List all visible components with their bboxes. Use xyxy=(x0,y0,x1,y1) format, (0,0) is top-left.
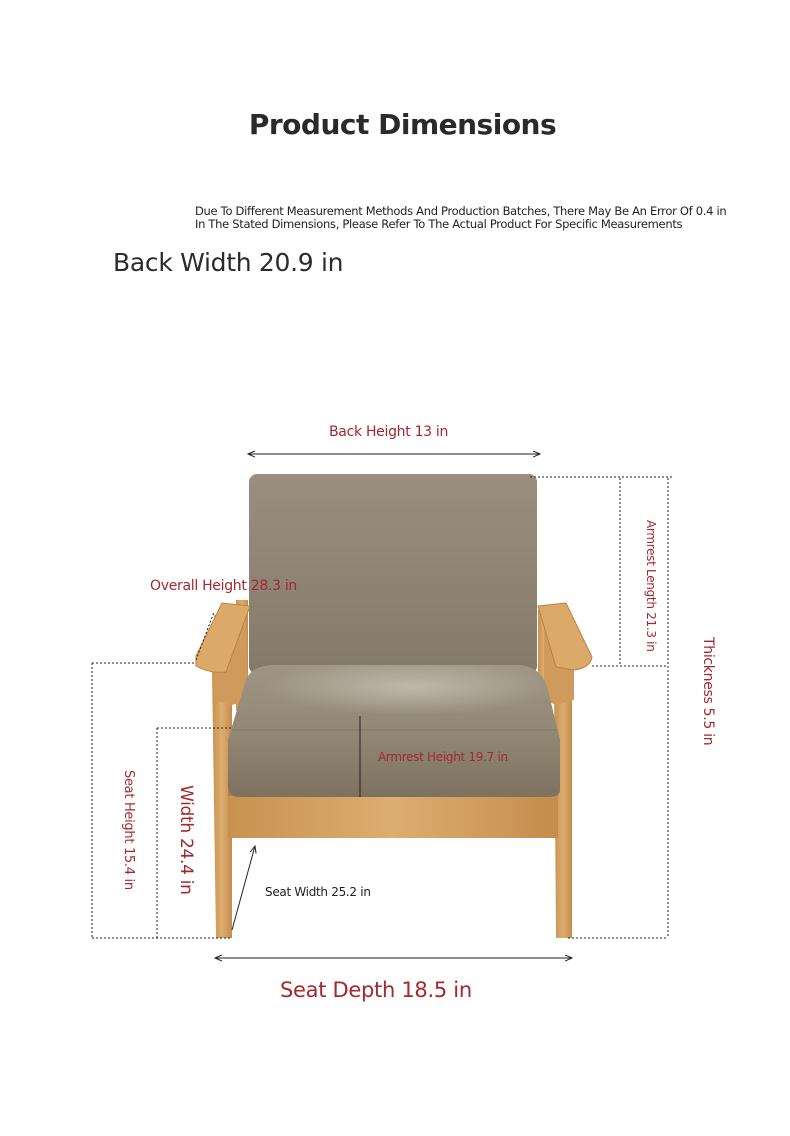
width-label: Width 24.4 in xyxy=(176,785,196,895)
overall-height-label: Overall Height 28.3 in xyxy=(150,578,297,594)
back-width-label: Back Width 20.9 in xyxy=(113,248,344,277)
note-line-1: Due To Different Measurement Methods And Production Batches, There May Be An Error Of 0.4 in xyxy=(195,204,727,218)
seat-cushion xyxy=(228,665,560,797)
seat-width-label: Seat Width 25.2 in xyxy=(265,885,371,899)
seat-height-label: Seat Height 15.4 in xyxy=(121,770,136,890)
thickness-label: Thickness 5.5 in xyxy=(700,637,716,746)
armrest-height-label: Armrest Height 19.7 in xyxy=(378,750,508,764)
page-title: Product Dimensions xyxy=(248,108,557,141)
seat-depth-label: Seat Depth 18.5 in xyxy=(280,978,472,1002)
note-line-2: In The Stated Dimensions, Please Refer To The Actual Product For Specific Measurements xyxy=(195,217,683,231)
armrest-length-label: Armrest Length 21.3 in xyxy=(644,520,658,652)
back-height-label: Back Height 13 in xyxy=(329,424,449,440)
back-cushion xyxy=(249,474,537,674)
